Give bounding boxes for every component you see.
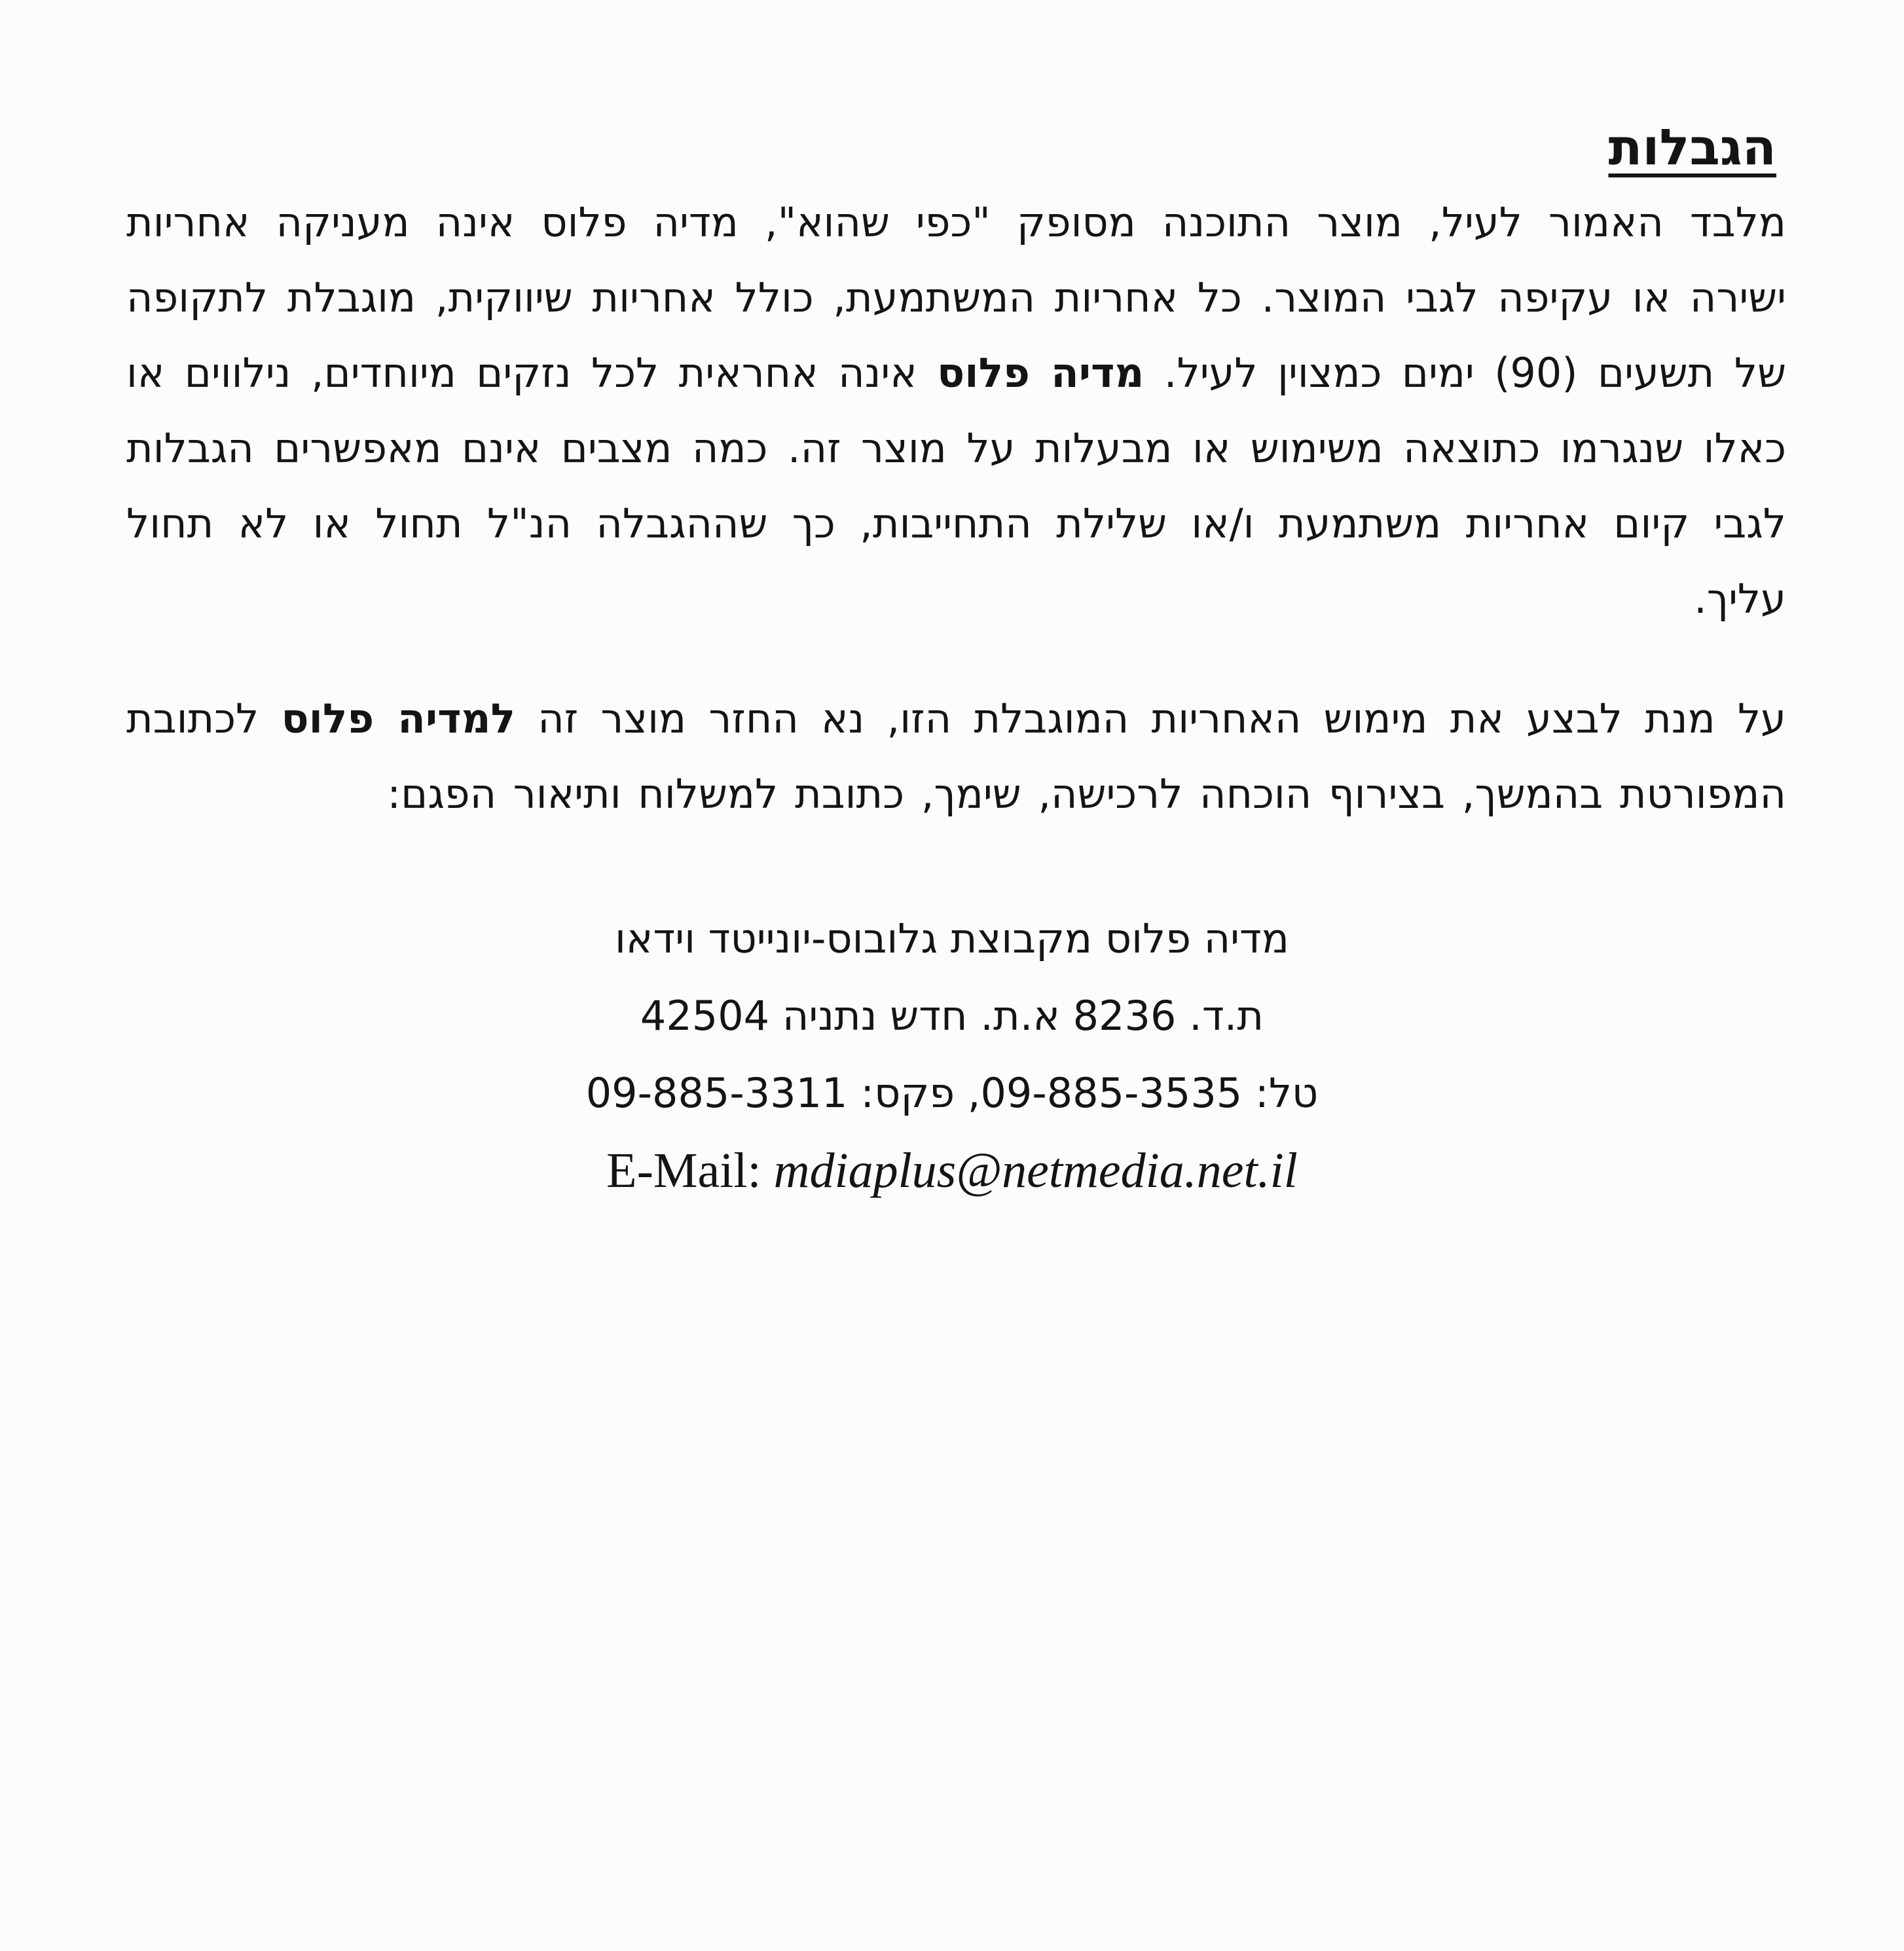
email-line xyxy=(0,1132,1904,1209)
limitations-paragraph xyxy=(126,185,1786,636)
paragraph2-text-end: לכתובת המפורטת בהמשך, בצירוף הוכחה לרכישה, שימך, כתובת למשלוח ותיאור הפגם: xyxy=(126,695,1786,818)
email-address: mdiaplus@netmedia.net.il xyxy=(773,1143,1298,1198)
paragraph2-text-start: על מנת לבצע את מימוש האחריות המוגבלת הזו, נא החזר מוצר זה xyxy=(538,695,1786,742)
phone-fax-line: טל: 09-885-3535, פקס: 09-885-3311 xyxy=(585,1069,1319,1117)
po-box-line: ת.ד. 8236 א.ת. חדש נתניה 42504 xyxy=(640,992,1264,1040)
contact-address-block xyxy=(0,900,1904,1209)
limitations-heading: הגבלות xyxy=(1608,118,1776,176)
paragraph1-text-start: מלבד האמור לעיל, מוצר התוכנה מסופק "כפי שהוא", מדיה פלוס אינה מעניקה אחריות ישירה או עקיפה לגבי המוצר. כל אחריות המשתמעת, כולל אחריות שיווקית, מוגבלת לתקופה של תשעים (90) ימים כמצוין לעיל. xyxy=(126,198,1787,397)
paragraph1-text-end: אינה אחראית לכל נזקים מיוחדים, נילווים או כאלו שנגרמו כתוצאה משימוש או מבעלות על מוצר זה. כמה מצבים אינם מאפשרים הגבלות לגבי קיום אחריות משתמעת ו/או שלילת התחייבות, כך שההגבלה הנ"ל תחול או לא תחול עליך. xyxy=(126,349,1786,623)
warranty-return-paragraph xyxy=(126,681,1786,831)
company-name-bold-2: למדיה פלוס xyxy=(281,695,515,742)
email-label: E-Mail: xyxy=(606,1143,761,1198)
company-address-name: מדיה פלוס מקבוצת גלובוס-יונייטד וידאו xyxy=(615,915,1289,962)
company-name-bold: מדיה פלוס xyxy=(937,349,1144,397)
